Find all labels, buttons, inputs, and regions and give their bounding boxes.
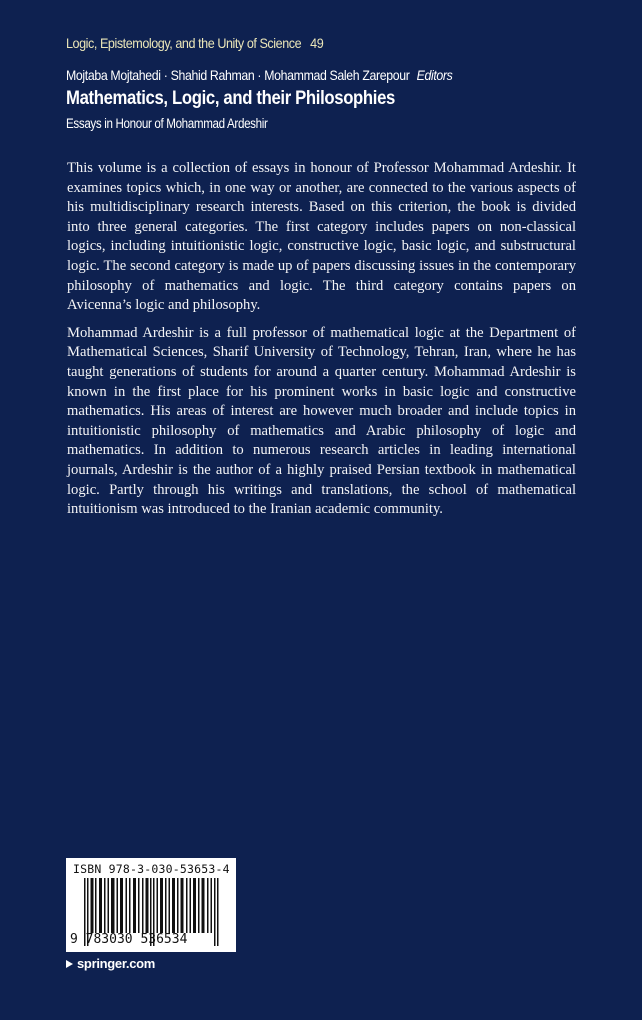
publisher-link[interactable] <box>66 956 155 971</box>
series-name: Logic, Epistemology, and the Unity of Science <box>66 35 302 51</box>
isbn-barcode <box>66 858 236 952</box>
blurb-paragraph: Mohammad Ardeshir is a full professor of mathematical logic at the Department of Mathematical Sciences, Sharif University of Technology, Tehran, Iran, where he has taught generations of students for around a quarter century. Mohammad Ardeshir is known in the first place for his prominent works in basic logic and constructive mathematics. His areas of interest are however much broader and include topics in intuitionistic philosophy of mathematics and Arabic philosophy of logic and mathematics. In addition to numerous research articles in leading international journals, Ardeshir is the author of a highly praised Persian textbook in mathematical logic. Partly through his writings and translations, the school of mathematical intuitionism was introduced to the Iranian academic community. <box>67 324 576 518</box>
series-volume: 49 <box>310 35 324 51</box>
isbn-label: ISBN 978-3-030-53653-4 <box>73 862 230 876</box>
book-subtitle: Essays in Honour of Mohammad Ardeshir <box>66 116 268 131</box>
blurb-paragraph: This volume is a collection of essays in honour of Professor Mohammad Ardeshir. It examines topics which, in one way or another, are connected to the various aspects of his multidisciplinary research interests. Based on this criterion, the book is divided into three general categories. The first category includes papers on non-classical logics, including intuitionistic logic, constructive logic, basic logic, and substructural logic. The second category is made up of papers discussing issues in the contemporary philosophy of mathematics and logic. The third category contains papers on Avicenna’s logic and philosophy. <box>67 160 576 314</box>
triangle-right-icon <box>66 960 73 968</box>
back-cover-blurb <box>67 159 576 528</box>
editors-role: Editors <box>416 67 453 83</box>
barcode-digits: 9 783030 536534 <box>70 932 188 947</box>
publisher-link-label: springer.com <box>77 956 156 971</box>
book-title: Mathematics, Logic, and their Philosophies <box>66 88 395 109</box>
editor-names: Mojtaba Mojtahedi · Shahid Rahman · Mohammad Saleh Zarepour <box>66 67 410 83</box>
series-line <box>66 35 323 51</box>
editors-line <box>66 67 452 83</box>
